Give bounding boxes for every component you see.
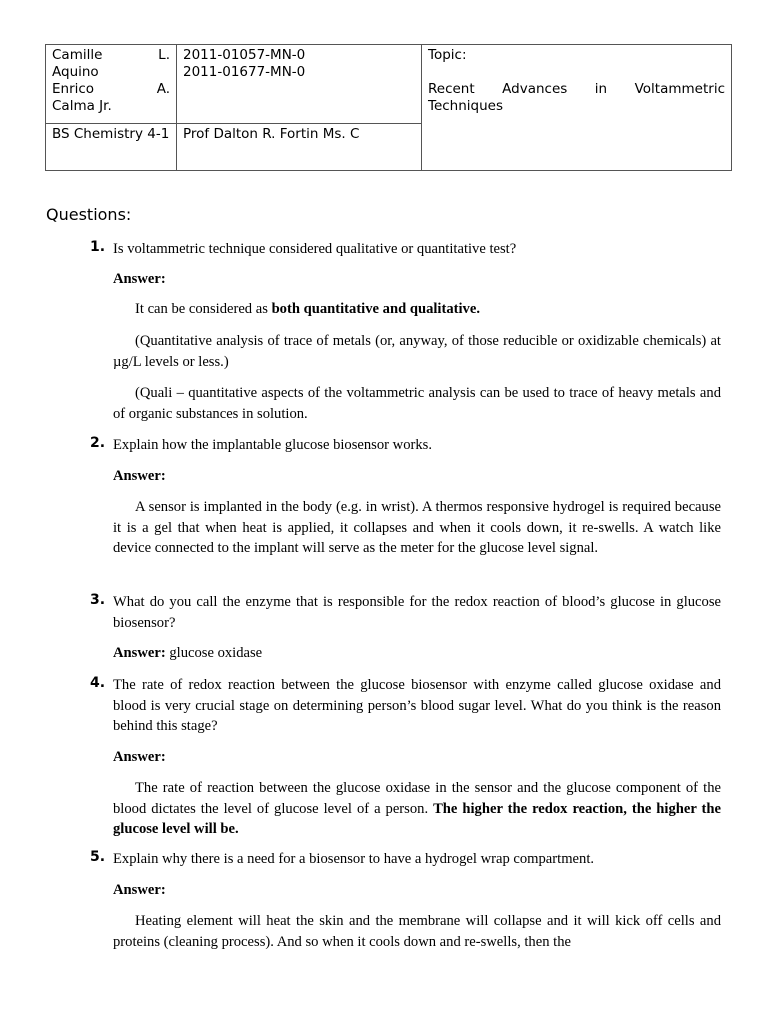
student-id: 2011-01677-MN-0 <box>183 64 306 80</box>
professor-cell <box>177 124 422 171</box>
answer-label: Answer: <box>113 882 166 898</box>
student-id: 2011-01057-MN-0 <box>183 47 306 63</box>
question-text: Explain how the implantable glucose biosensor works. <box>113 437 432 453</box>
question-text: Is voltammetric technique considered qualitative or quantitative test? <box>113 241 517 257</box>
author-name: Aquino <box>52 64 99 80</box>
student-ids-cell <box>177 45 422 124</box>
questions-heading: Questions: <box>46 205 132 224</box>
question-number: 4. <box>90 675 106 691</box>
course-cell <box>46 124 177 171</box>
header-table <box>45 44 732 171</box>
author-name: Enrico A. <box>52 81 170 97</box>
answer-paragraph: (Quantitative analysis of trace of metals (or, anyway, of those reducible or oxidizable chemicals) at µg/L levels or less.) <box>113 333 721 370</box>
question-number: 5. <box>90 849 106 865</box>
answer-text: glucose oxidase <box>165 645 263 661</box>
question-number: 2. <box>90 435 106 451</box>
author-name: Camille L. <box>52 47 170 63</box>
answer-paragraph <box>113 778 721 840</box>
question-text: Explain why there is a need for a biosensor to have a hydrogel wrap compartment. <box>113 851 595 867</box>
answer-emphasis: both quantitative and qualitative. <box>271 301 480 317</box>
author-name: Calma Jr. <box>52 98 112 114</box>
professor-text: Prof Dalton R. Fortin Ms. C <box>183 126 360 142</box>
course-text: BS Chemistry 4-1 <box>52 126 170 142</box>
topic-text: Recent Advances in Voltammetric Techniques <box>428 81 725 114</box>
question-text: The rate of redox reaction between the glucose biosensor with enzyme called glucose oxidase and blood is very crucial stage on determining person’s blood sugar level. What do you think is the reason behind this stage? <box>113 677 721 734</box>
answer-label: Answer: <box>113 271 166 287</box>
answer-label: Answer: <box>113 468 166 484</box>
answer-emphasis: The higher the redox reaction, the higher the glucose level will be. <box>113 800 722 837</box>
answer-paragraph: Heating element will heat the skin and the membrane will collapse and it will kick off cells and proteins (cleaning process). And so when it cools down and re-swells, then the <box>113 913 721 950</box>
answer-paragraph: (Quali – quantitative aspects of the voltammetric analysis can be used to trace of heavy metals and of organic substances in solution. <box>113 385 721 422</box>
answer-text: It can be considered as <box>135 301 272 317</box>
topic-cell <box>422 45 732 171</box>
answer-paragraph <box>113 299 721 320</box>
question-number: 3. <box>90 592 106 608</box>
topic-label: Topic: <box>428 47 467 63</box>
question-number: 1. <box>90 239 106 255</box>
answer-label: Answer: <box>113 749 166 765</box>
author-names-cell <box>46 45 177 124</box>
answer-paragraph <box>113 643 721 664</box>
question-text: What do you call the enzyme that is responsible for the redox reaction of blood’s glucose in glucose biosensor? <box>113 594 721 631</box>
answer-label: Answer: <box>113 645 166 661</box>
answer-text: The rate of reaction between the glucose oxidase in the sensor and the glucose component of the blood dictates the level of glucose level of a person. <box>113 780 721 817</box>
answer-paragraph: A sensor is implanted in the body (e.g. in wrist). A thermos responsive hydrogel is required because it is a gel that when heat is applied, it collapses and when it cools down, it re-swells. A watch like device connected to the implant will serve as the meter for the glucose level signal. <box>113 499 721 556</box>
